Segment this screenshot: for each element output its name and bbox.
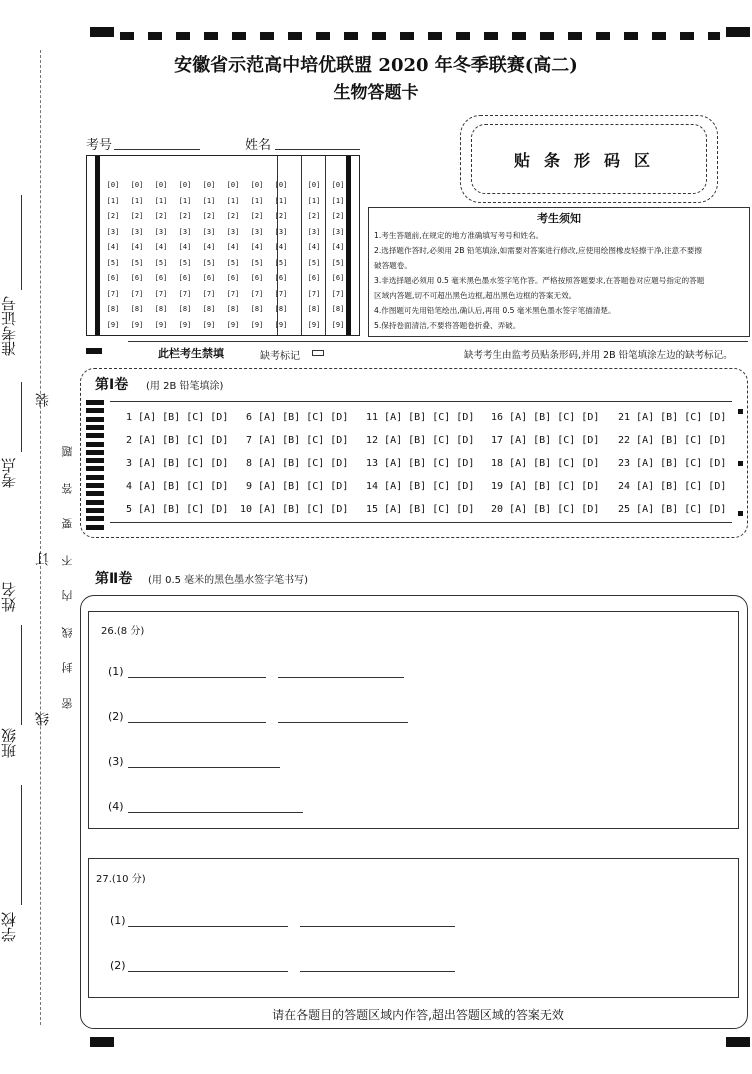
q27-part-label: (1) — [110, 914, 126, 927]
id-digit-bubble[interactable]: [2] — [274, 212, 288, 220]
id-digit-bubble[interactable]: [8] — [130, 305, 144, 313]
id-digit-bubble[interactable]: [4] — [307, 243, 321, 251]
id-digit-bubble[interactable]: [1] — [274, 196, 288, 205]
id-digit-bubble[interactable]: [7] — [250, 289, 264, 298]
id-digit-bubble[interactable]: [2] — [106, 212, 120, 220]
mc-question-23[interactable]: 23 [A] [B] [C] [D] — [618, 458, 727, 469]
question-27-title: 27.(10 分) — [96, 874, 146, 885]
right-timing-mark — [738, 461, 743, 466]
timing-mark — [86, 483, 104, 488]
binding-dotted-line — [40, 50, 41, 1025]
q26-answer-line[interactable] — [128, 722, 266, 723]
side-label-school: 学校 — [0, 912, 18, 942]
id-digit-bubble[interactable]: [4] — [274, 243, 288, 251]
id-digit-bubble[interactable]: [7] — [274, 289, 288, 298]
id-digit-bubble[interactable]: [7] — [202, 289, 216, 298]
seal-char: 线 — [61, 627, 74, 638]
exam-id-bubble-grid[interactable] — [86, 155, 360, 336]
page-subtitle: 生物答题卡 — [333, 83, 419, 103]
id-digit-bubble[interactable]: [0] — [154, 181, 168, 189]
mc-question-2[interactable]: 2 [A] [B] [C] [D] — [126, 435, 229, 446]
absent-instruction: 缺考考生由监考员贴条形码,并用 2B 铅笔填涂左边的缺考标记。 — [464, 350, 733, 361]
timing-mark — [86, 408, 104, 413]
id-digit-bubble[interactable]: [5] — [307, 258, 321, 267]
id-digit-bubble[interactable]: [1] — [307, 196, 321, 205]
q26-answer-line[interactable] — [128, 812, 303, 813]
candidate-notice — [368, 207, 750, 337]
id-digit-bubble[interactable]: [4] — [331, 243, 345, 251]
seal-char: 不 — [61, 555, 74, 566]
absent-divider — [128, 341, 748, 342]
id-digit-bubble[interactable]: [2] — [154, 212, 168, 220]
id-digit-column[interactable] — [149, 178, 173, 353]
id-digit-bubble[interactable]: [1] — [226, 196, 240, 205]
id-digit-bubble[interactable]: [3] — [130, 227, 144, 236]
id-digit-bubble[interactable]: [0] — [178, 181, 192, 189]
timing-mark — [86, 475, 104, 480]
section2-title: 第Ⅱ卷 — [95, 571, 133, 587]
notice-title: 考生须知 — [537, 212, 581, 225]
id-digit-bubble[interactable]: [9] — [154, 320, 168, 329]
mc-question-16[interactable]: 16 [A] [B] [C] [D] — [491, 412, 600, 423]
absent-mark-label: 缺考标记 — [260, 351, 300, 362]
id-digit-bubble[interactable]: [5] — [130, 258, 144, 267]
seal-char: 内 — [61, 590, 74, 601]
id-digit-bubble[interactable]: [5] — [331, 258, 345, 267]
mc-question-10[interactable]: 10 [A] [B] [C] [D] — [240, 504, 349, 515]
timing-mark — [86, 450, 104, 455]
barcode-label: 贴条形码区 — [471, 124, 707, 194]
id-digit-bubble[interactable]: [0] — [331, 181, 345, 189]
id-digit-bubble[interactable]: [7] — [226, 289, 240, 298]
id-digit-column[interactable] — [245, 178, 269, 353]
timing-mark — [86, 417, 104, 422]
notice-item: 3.非选择题必须用 0.5 毫米黑色墨水签字笔作答。严格按照答题要求,在答题卷对应题号指定的答题 — [374, 276, 705, 285]
id-digit-bubble[interactable]: [5] — [178, 258, 192, 267]
id-digit-bubble[interactable]: [5] — [154, 258, 168, 267]
id-digit-bubble[interactable]: [0] — [106, 181, 120, 189]
id-digit-bubble[interactable]: [4] — [154, 243, 168, 251]
q27-part-label: (2) — [110, 959, 126, 972]
id-digit-column[interactable] — [302, 178, 326, 353]
right-timing-mark — [738, 409, 743, 414]
name-field[interactable] — [275, 149, 360, 150]
binding-char-zhuang: 装 — [35, 393, 51, 407]
id-digit-bubble[interactable]: [5] — [202, 258, 216, 267]
id-digit-bubble[interactable]: [3] — [178, 227, 192, 236]
id-digit-bubble[interactable]: [6] — [226, 274, 240, 282]
seal-char: 要 — [61, 518, 74, 529]
side-label-name: 姓名 — [0, 582, 18, 612]
binding-char-ding: 订 — [35, 552, 51, 566]
id-digit-bubble[interactable]: [7] — [106, 289, 120, 298]
timing-mark — [86, 508, 104, 513]
section1-rule — [110, 401, 732, 402]
timing-mark — [86, 491, 104, 496]
id-digit-column[interactable] — [269, 178, 293, 353]
q26-answer-line[interactable] — [278, 722, 408, 723]
section1-hint: (用 2B 铅笔填涂) — [146, 381, 224, 392]
page-title: 安徽省示范高中培优联盟 2020 年冬季联赛(高二) — [174, 55, 578, 76]
timing-mark — [86, 433, 104, 438]
id-digit-bubble[interactable]: [8] — [307, 305, 321, 313]
section1-title: 第Ⅰ卷 — [95, 377, 129, 393]
top-dash-strip — [120, 32, 720, 40]
id-digit-column[interactable] — [173, 178, 197, 353]
id-digit-bubble[interactable]: [1] — [178, 196, 192, 205]
mc-question-18[interactable]: 18 [A] [B] [C] [D] — [491, 458, 600, 469]
id-digit-bubble[interactable]: [4] — [226, 243, 240, 251]
id-digit-bubble[interactable]: [7] — [178, 289, 192, 298]
id-digit-bubble[interactable]: [0] — [130, 181, 144, 189]
id-digit-bubble[interactable]: [9] — [130, 320, 144, 329]
section2-hint: (用 0.5 毫米的黑色墨水签字笔书写) — [148, 575, 309, 586]
id-digit-bubble[interactable]: [9] — [106, 320, 120, 329]
mc-question-20[interactable]: 20 [A] [B] [C] [D] — [491, 504, 600, 515]
id-digit-bubble[interactable]: [5] — [106, 258, 120, 267]
id-digit-bubble[interactable]: [4] — [178, 243, 192, 251]
seal-char: 题 — [61, 446, 74, 457]
question-26-box — [88, 611, 739, 829]
q27-answer-line[interactable] — [300, 926, 455, 927]
id-digit-bubble[interactable]: [5] — [226, 258, 240, 267]
id-digit-bubble[interactable]: [8] — [331, 305, 345, 313]
notice-item: 4.作图题可先用铅笔绘出,确认后,再用 0.5 毫米黑色墨水签字笔描清楚。 — [374, 306, 616, 315]
q27-answer-line[interactable] — [128, 926, 288, 927]
q26-answer-line[interactable] — [278, 677, 404, 678]
id-digit-bubble[interactable]: [8] — [106, 305, 120, 313]
id-digit-bubble[interactable]: [8] — [202, 305, 216, 313]
q26-answer-line[interactable] — [128, 767, 280, 768]
id-digit-column[interactable] — [101, 178, 125, 353]
id-digit-bubble[interactable]: [3] — [226, 227, 240, 236]
id-grid-marker — [86, 348, 102, 354]
notice-item: 2.选择题作答时,必须用 2B 铅笔填涂,如需要对答案进行修改,应使用绘图橡皮轻擦干净,注意不要擦 — [374, 246, 702, 255]
mc-question-5[interactable]: 5 [A] [B] [C] [D] — [126, 504, 229, 515]
timing-mark — [86, 458, 104, 463]
id-digit-bubble[interactable]: [6] — [130, 274, 144, 282]
q26-part-label: (3) — [108, 755, 124, 768]
mc-question-19[interactable]: 19 [A] [B] [C] [D] — [491, 481, 600, 492]
timing-mark — [86, 516, 104, 521]
id-digit-bubble[interactable]: [6] — [106, 274, 120, 282]
id-digit-bubble[interactable]: [9] — [250, 320, 264, 329]
absent-note: 此栏考生禁填 — [158, 347, 224, 360]
mc-question-17[interactable]: 17 [A] [B] [C] [D] — [491, 435, 600, 446]
id-digit-bubble[interactable]: [2] — [307, 212, 321, 220]
binding-char-xian: 线 — [35, 712, 51, 726]
notice-item: 5.保持卷面清洁,不要将答题卷折叠、弄破。 — [374, 321, 521, 330]
id-digit-bubble[interactable]: [3] — [250, 227, 264, 236]
timing-mark — [86, 525, 104, 530]
question-27-box — [88, 858, 739, 998]
id-digit-bubble[interactable]: [2] — [130, 212, 144, 220]
side-line — [21, 785, 22, 905]
id-digit-bubble[interactable]: [6] — [202, 274, 216, 282]
id-digit-bubble[interactable]: [1] — [130, 196, 144, 205]
id-digit-bubble[interactable]: [3] — [202, 227, 216, 236]
mc-question-14[interactable]: 14 [A] [B] [C] [D] — [366, 481, 475, 492]
id-digit-bubble[interactable]: [9] — [202, 320, 216, 329]
exam-no-label: 考号 — [86, 138, 113, 153]
absent-mark-box[interactable] — [312, 350, 324, 356]
id-digit-bubble[interactable]: [8] — [178, 305, 192, 313]
id-digit-bubble[interactable]: [6] — [274, 274, 288, 282]
id-digit-bubble[interactable]: [3] — [274, 227, 288, 236]
id-digit-bubble[interactable]: [3] — [106, 227, 120, 236]
mc-question-13[interactable]: 13 [A] [B] [C] [D] — [366, 458, 475, 469]
side-line — [21, 625, 22, 725]
id-digit-bubble[interactable]: [7] — [154, 289, 168, 298]
q27-answer-line[interactable] — [300, 971, 455, 972]
id-digit-bubble[interactable]: [9] — [274, 320, 288, 329]
id-digit-bubble[interactable]: [1] — [331, 196, 345, 205]
id-digit-bubble[interactable]: [4] — [106, 243, 120, 251]
id-digit-bubble[interactable]: [6] — [154, 274, 168, 282]
timing-mark — [86, 425, 104, 430]
id-digit-bubble[interactable]: [8] — [226, 305, 240, 313]
id-digit-bubble[interactable]: [6] — [250, 274, 264, 282]
id-digit-bubble[interactable]: [0] — [307, 181, 321, 189]
mc-question-21[interactable]: 21 [A] [B] [C] [D] — [618, 412, 727, 423]
id-digit-column[interactable] — [197, 178, 221, 353]
q26-part-label: (4) — [108, 800, 124, 813]
mc-question-1[interactable]: 1 [A] [B] [C] [D] — [126, 412, 229, 423]
registration-mark-top-right — [726, 27, 750, 37]
id-digit-bubble[interactable]: [8] — [250, 305, 264, 313]
id-digit-column[interactable] — [221, 178, 245, 353]
section1-rule — [110, 522, 732, 523]
notice-item: 破答题卷。 — [374, 261, 412, 270]
id-digit-bubble[interactable]: [3] — [307, 227, 321, 236]
id-digit-bubble[interactable]: [9] — [226, 320, 240, 329]
notice-item: 1.考生答题前,在规定的地方准确填写考号和姓名。 — [374, 231, 544, 240]
side-label-exam-id: 准考证号 — [0, 296, 18, 356]
mc-question-9[interactable]: 9 [A] [B] [C] [D] — [246, 481, 349, 492]
id-digit-bubble[interactable]: [2] — [331, 212, 345, 220]
name-label: 姓名 — [245, 138, 272, 153]
right-timing-mark — [738, 511, 743, 516]
registration-mark-bottom-left — [90, 1037, 114, 1047]
registration-mark-bottom-right — [726, 1037, 750, 1047]
barcode-area — [460, 115, 718, 203]
id-digit-bubble[interactable]: [1] — [106, 196, 120, 205]
id-digit-bubble[interactable]: [1] — [202, 196, 216, 205]
question-26-title: 26.(8 分) — [101, 626, 145, 637]
seal-char: 密 — [61, 698, 74, 709]
mc-question-6[interactable]: 6 [A] [B] [C] [D] — [246, 412, 349, 423]
id-digit-bubble[interactable]: [0] — [226, 181, 240, 189]
side-line — [21, 195, 22, 290]
mc-question-22[interactable]: 22 [A] [B] [C] [D] — [618, 435, 727, 446]
id-digit-bubble[interactable]: [2] — [202, 212, 216, 220]
registration-mark-top-left — [90, 27, 114, 37]
id-digit-bubble[interactable]: [9] — [307, 320, 321, 329]
id-digit-bubble[interactable]: [9] — [178, 320, 192, 329]
side-label-exam-site: 考点 — [0, 458, 18, 488]
id-digit-bubble[interactable]: [6] — [331, 274, 345, 282]
seal-char: 答 — [61, 483, 74, 494]
id-digit-bubble[interactable]: [3] — [331, 227, 345, 236]
id-digit-bubble[interactable]: [2] — [250, 212, 264, 220]
id-digit-bubble[interactable]: [6] — [178, 274, 192, 282]
id-digit-bubble[interactable]: [8] — [274, 305, 288, 313]
id-digit-bubble[interactable]: [7] — [130, 289, 144, 298]
id-digit-bubble[interactable]: [1] — [154, 196, 168, 205]
side-label-class: 班级 — [0, 728, 18, 758]
timing-mark — [86, 400, 104, 405]
seal-char: 封 — [61, 662, 74, 673]
mc-question-11[interactable]: 11 [A] [B] [C] [D] — [366, 412, 475, 423]
mc-question-8[interactable]: 8 [A] [B] [C] [D] — [246, 458, 349, 469]
side-line — [21, 382, 22, 452]
mc-question-3[interactable]: 3 [A] [B] [C] [D] — [126, 458, 229, 469]
timing-mark — [86, 500, 104, 505]
mc-question-7[interactable]: 7 [A] [B] [C] [D] — [246, 435, 349, 446]
timing-mark — [86, 466, 104, 471]
q26-part-label: (1) — [108, 665, 124, 678]
id-digit-column[interactable] — [125, 178, 149, 353]
q27-answer-line[interactable] — [128, 971, 288, 972]
q26-answer-line[interactable] — [128, 677, 266, 678]
id-digit-bubble[interactable]: [8] — [154, 305, 168, 313]
id-digit-bubble[interactable]: [9] — [331, 320, 345, 329]
id-digit-bubble[interactable]: [0] — [250, 181, 264, 189]
id-digit-bubble[interactable]: [3] — [154, 227, 168, 236]
id-digit-bubble[interactable]: [4] — [250, 243, 264, 251]
id-digit-bubble[interactable]: [2] — [178, 212, 192, 220]
id-digit-bubble[interactable]: [5] — [250, 258, 264, 267]
id-digit-bubble[interactable]: [5] — [274, 258, 288, 267]
footer-warning: 请在各题目的答题区域内作答,超出答题区域的答案无效 — [272, 1008, 564, 1022]
id-digit-bubble[interactable]: [1] — [250, 196, 264, 205]
id-digit-bubble[interactable]: [7] — [331, 289, 345, 298]
mc-question-4[interactable]: 4 [A] [B] [C] [D] — [126, 481, 229, 492]
mc-question-24[interactable]: 24 [A] [B] [C] [D] — [618, 481, 727, 492]
id-digit-bubble[interactable]: [4] — [202, 243, 216, 251]
timing-mark — [86, 442, 104, 447]
mc-question-15[interactable]: 15 [A] [B] [C] [D] — [366, 504, 475, 515]
exam-no-field[interactable] — [114, 149, 200, 150]
id-digit-bubble[interactable]: [6] — [307, 274, 321, 282]
mc-question-12[interactable]: 12 [A] [B] [C] [D] — [366, 435, 475, 446]
id-digit-bubble[interactable]: [7] — [307, 289, 321, 298]
id-digit-bubble[interactable]: [0] — [274, 181, 288, 189]
q26-part-label: (2) — [108, 710, 124, 723]
id-digit-bubble[interactable]: [4] — [130, 243, 144, 251]
id-digit-column[interactable] — [326, 178, 350, 353]
id-digit-bubble[interactable]: [0] — [202, 181, 216, 189]
id-digit-bubble[interactable]: [2] — [226, 212, 240, 220]
mc-question-25[interactable]: 25 [A] [B] [C] [D] — [618, 504, 727, 515]
notice-item: 区域内答题,切不可超出黑色边框,超出黑色边框的答案无效。 — [374, 291, 577, 300]
